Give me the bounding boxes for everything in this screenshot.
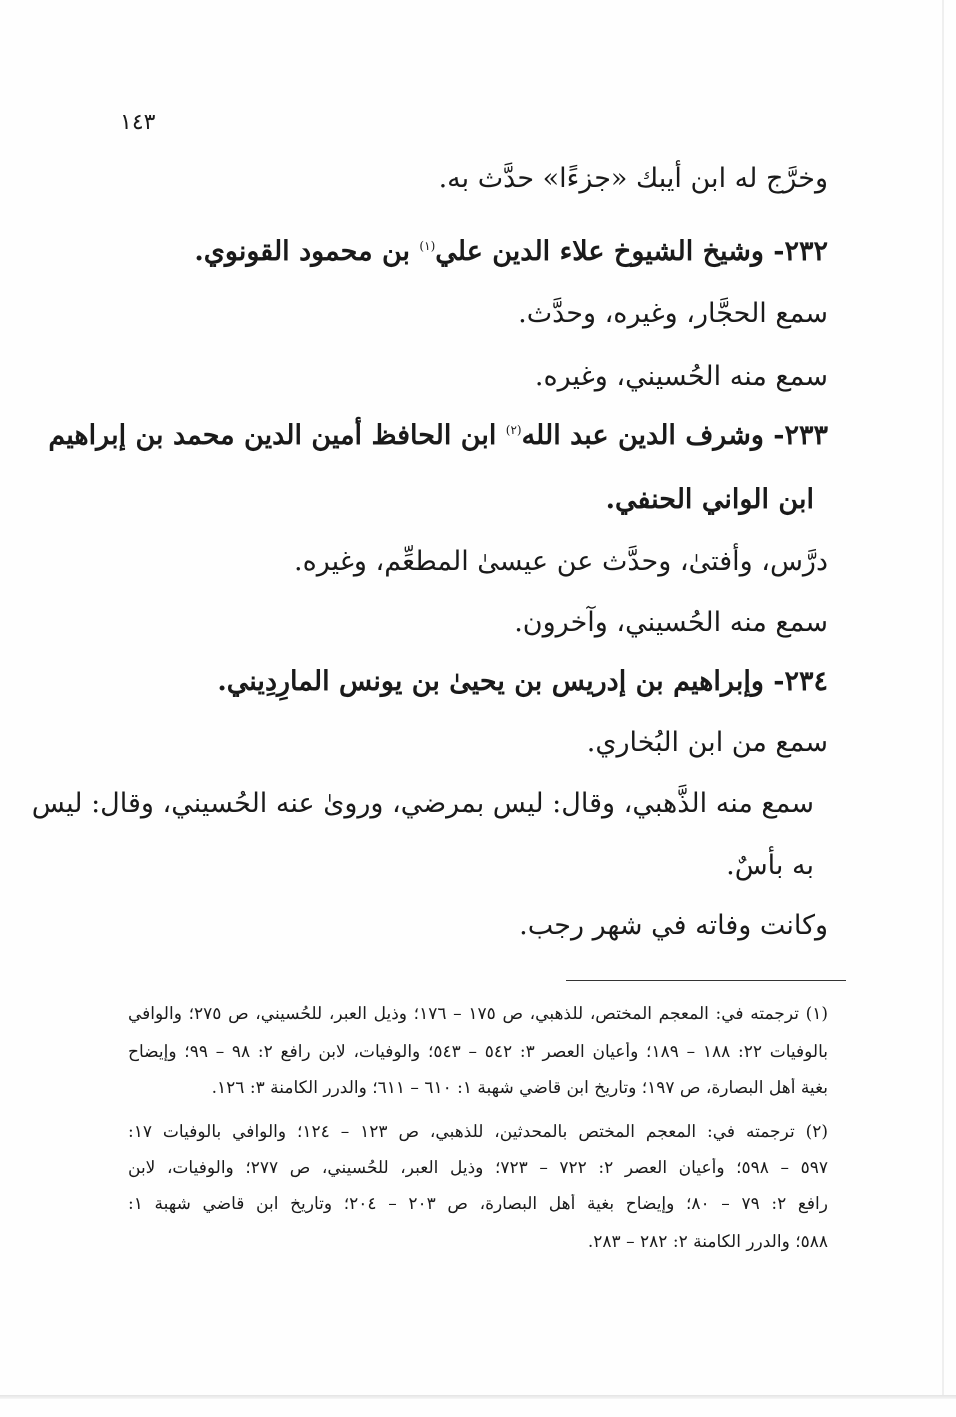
page-edge-right [942, 0, 944, 1395]
page-number: ١٤٣ [120, 110, 156, 135]
entry-heading-234: ٢٣٤- وإبراهيم بن إدريس بن يحيىٰ بن يونس المارِدِيني. [217, 666, 828, 697]
text-line: وخرَّج له ابن أيبك «جزءًا» حدَّث به. [438, 163, 828, 194]
footnote-2-line: ٥٨٨؛ والدرر الكامنة ٢: ٢٨٢ – ٢٨٣. [587, 1232, 828, 1252]
text-line: سمع منه الذَّهبي، وقال: ليس بمرضي، وروىٰ عنه الحُسيني، وقال: ليس [31, 788, 814, 819]
text-line: وكانت وفاته في شهر رجب. [519, 910, 828, 941]
entry-heading-part: بن محمود القونوي. [194, 236, 420, 267]
page-edge-bottom [0, 1395, 956, 1399]
footnote-2-line: رافع ٢: ٧٩ – ٨٠؛ وإيضاح بغية أهل البصارة، ص ٢٠٣ – ٢٠٤؛ وتاريخ ابن قاضي شهبة ١: [128, 1194, 828, 1214]
text-line: سمع الحجَّار، وغيره، وحدَّث. [518, 298, 828, 329]
footnote-ref-2[interactable]: (٢) [505, 423, 522, 437]
entry-heading-part: ابن الحافظ أمين الدين محمد بن إبراهيم [48, 420, 506, 451]
text-line: به بأسٌ. [726, 850, 814, 881]
entry-heading-part: ٢٣٢- وشيخ الشيوخ علاء الدين علي [435, 236, 828, 267]
footnote-1-line: بغية أهل البصارة، ص ١٩٧؛ وتاريخ ابن قاضي شهبة ١: ٦١٠ – ٦١١؛ والدرر الكامنة ٣: ١٢٦. [211, 1078, 828, 1098]
text-line: سمع منه الحُسيني، وغيره. [534, 361, 828, 392]
text-line: سمع منه الحُسيني، وآخرون. [514, 607, 828, 638]
footnote-ref-1[interactable]: (١) [419, 239, 436, 253]
text-line: درَّس، وأفتىٰ، وحدَّث عن عيسىٰ المطعِّم، وغيره. [293, 546, 828, 577]
text-line: سمع من ابن البُخاري. [586, 727, 828, 758]
entry-heading-233-cont: ابن الواني الحنفي. [605, 484, 814, 515]
entry-heading-part: ٢٣٣- وشرف الدين عبد الله [521, 420, 828, 451]
footnote-2-line: (٢) ترجمته في: المعجم المختص بالمحدثين، للذهبي، ص ١٢٣ – ١٢٤؛ والوافي بالوفيات ١٧: [128, 1122, 828, 1142]
footnote-1-line: بالوفيات ٢٢: ١٨٨ – ١٨٩؛ وأعيان العصر ٣: ٥٤٢ – ٥٤٣؛ والوفيات، لابن رافع ٢: ٩٨ – ٩٩؛ وإيضاح [128, 1042, 828, 1062]
entry-heading-232 [194, 236, 828, 267]
footnote-2-line: ٥٩٧ – ٥٩٨؛ وأعيان العصر ٢: ٧٢٢ – ٧٢٣؛ وذيل العبر، للحُسيني، ص ٢٧٧؛ والوفيات، لابن [128, 1158, 828, 1178]
footnote-separator [566, 980, 846, 981]
footnote-1-line: (١) ترجمته في: المعجم المختص، للذهبي، ص ١٧٥ – ١٧٦؛ وذيل العبر، للحُسيني، ص ٢٧٥؛ والوافي [128, 1004, 828, 1024]
entry-heading-233 [48, 420, 828, 451]
